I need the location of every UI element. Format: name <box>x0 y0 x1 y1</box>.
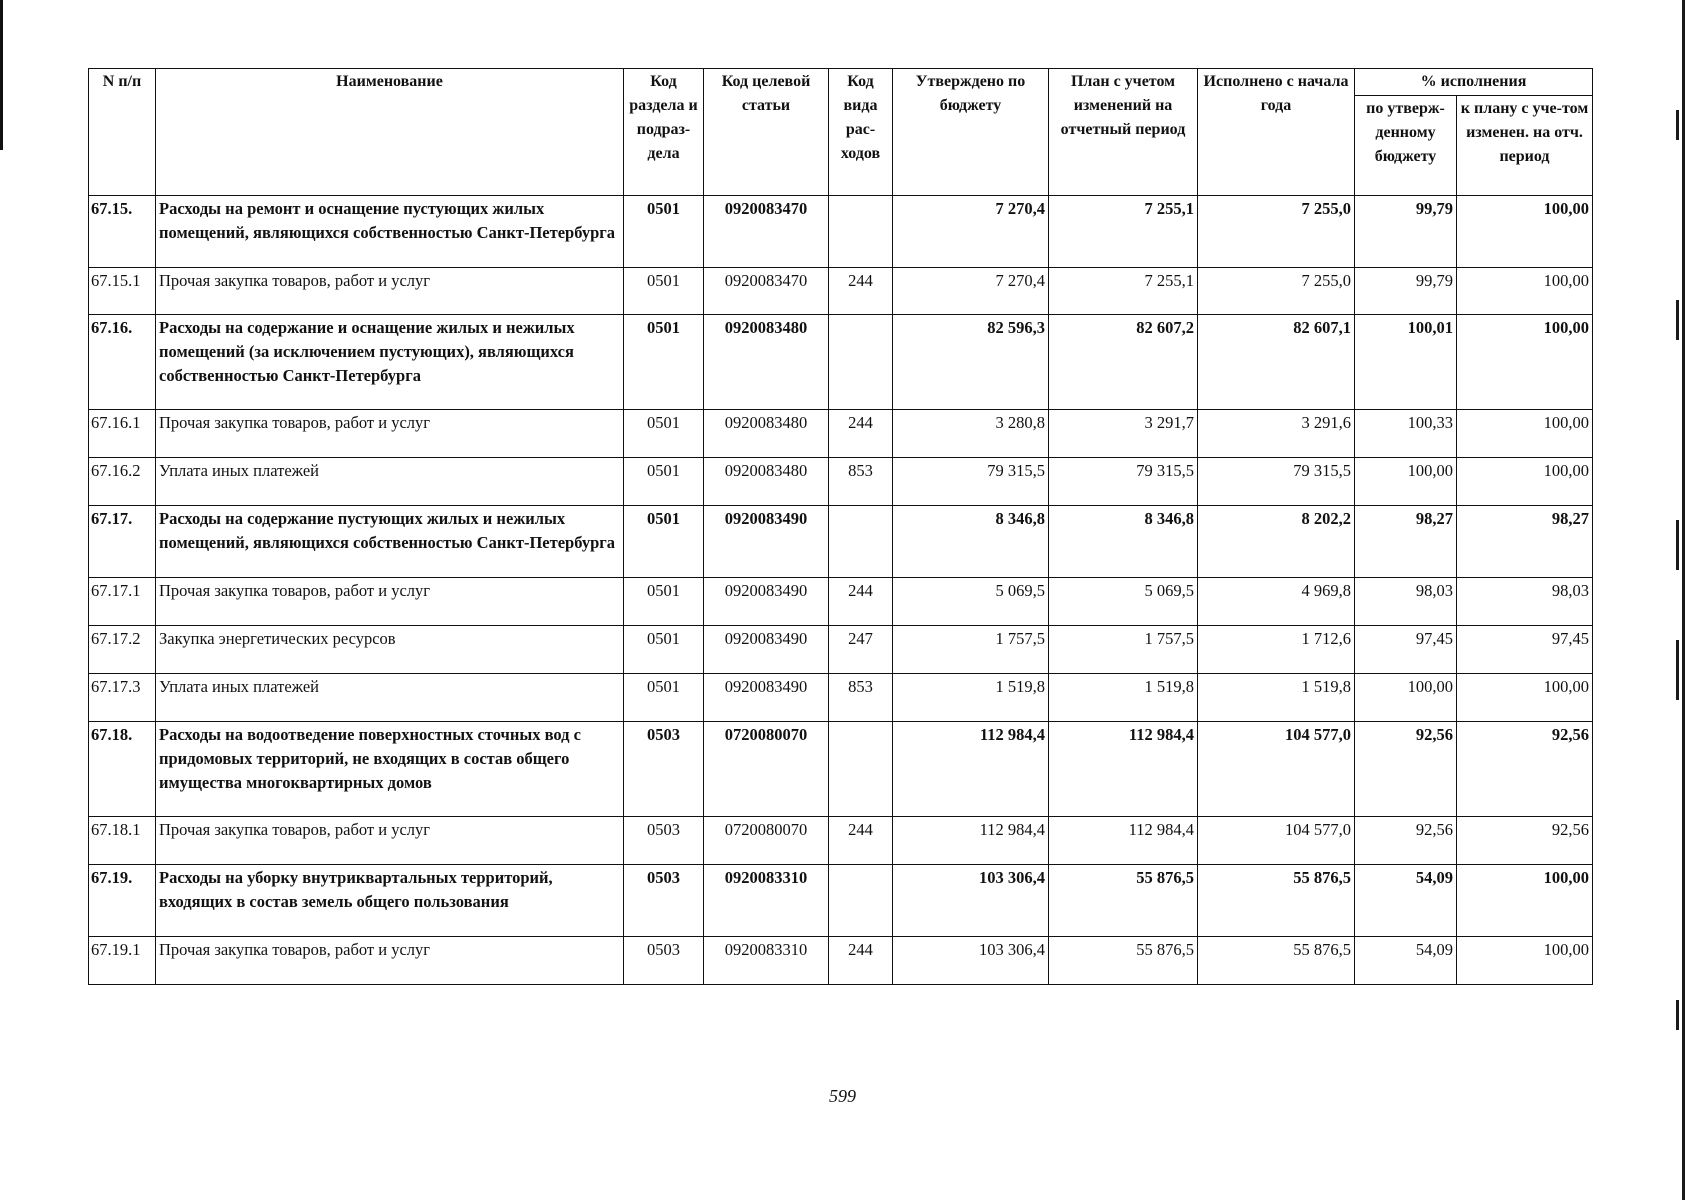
row-approved: 7 270,4 <box>893 196 1049 268</box>
row-approved: 1 757,5 <box>893 626 1049 674</box>
header-pct-plan: к плану с уче-том изменен. на отч. период <box>1457 96 1593 196</box>
row-name: Расходы на содержание пустующих жилых и нежилых помещений, являющихся собственностью Санкт-Петербурга <box>156 506 624 578</box>
table-row <box>89 817 1593 865</box>
row-expense-code: 244 <box>829 268 893 315</box>
row-approved: 112 984,4 <box>893 817 1049 865</box>
row-name: Уплата иных платежей <box>156 458 624 506</box>
row-executed: 4 969,8 <box>1198 578 1355 626</box>
row-plan: 3 291,7 <box>1049 410 1198 458</box>
row-plan: 1 757,5 <box>1049 626 1198 674</box>
row-pct-budget: 98,03 <box>1355 578 1457 626</box>
table-row <box>89 722 1593 817</box>
row-section-code: 0501 <box>624 458 704 506</box>
row-target-code: 0920083490 <box>704 578 829 626</box>
table-row <box>89 674 1593 722</box>
row-pct-plan: 98,03 <box>1457 578 1593 626</box>
row-pct-budget: 100,00 <box>1355 674 1457 722</box>
row-pct-plan: 100,00 <box>1457 674 1593 722</box>
row-pct-plan: 97,45 <box>1457 626 1593 674</box>
row-executed: 3 291,6 <box>1198 410 1355 458</box>
row-expense-code: 853 <box>829 458 893 506</box>
table-row <box>89 626 1593 674</box>
row-plan: 7 255,1 <box>1049 268 1198 315</box>
row-section-code: 0501 <box>624 674 704 722</box>
row-approved: 3 280,8 <box>893 410 1049 458</box>
row-approved: 103 306,4 <box>893 865 1049 937</box>
row-section-code: 0501 <box>624 196 704 268</box>
row-pct-budget: 100,00 <box>1355 458 1457 506</box>
row-pct-plan: 100,00 <box>1457 458 1593 506</box>
scan-mark <box>1676 110 1679 140</box>
row-target-code: 0920083310 <box>704 865 829 937</box>
row-plan: 5 069,5 <box>1049 578 1198 626</box>
row-section-code: 0501 <box>624 626 704 674</box>
row-plan: 1 519,8 <box>1049 674 1198 722</box>
row-executed: 55 876,5 <box>1198 865 1355 937</box>
row-expense-code: 244 <box>829 578 893 626</box>
header-section-code: Код раздела и подраз-дела <box>624 69 704 196</box>
row-plan: 112 984,4 <box>1049 817 1198 865</box>
row-section-code: 0501 <box>624 315 704 410</box>
row-num: 67.16.1 <box>89 410 156 458</box>
row-pct-plan: 98,27 <box>1457 506 1593 578</box>
row-num: 67.15.1 <box>89 268 156 315</box>
row-approved: 5 069,5 <box>893 578 1049 626</box>
row-name: Расходы на уборку внутриквартальных территорий, входящих в состав земель общего пользования <box>156 865 624 937</box>
table-body <box>89 196 1593 985</box>
row-pct-budget: 54,09 <box>1355 937 1457 985</box>
row-num: 67.19.1 <box>89 937 156 985</box>
row-num: 67.16.2 <box>89 458 156 506</box>
row-approved: 8 346,8 <box>893 506 1049 578</box>
row-expense-code <box>829 196 893 268</box>
row-pct-budget: 92,56 <box>1355 817 1457 865</box>
row-target-code: 0920083480 <box>704 410 829 458</box>
row-executed: 79 315,5 <box>1198 458 1355 506</box>
row-expense-code <box>829 315 893 410</box>
row-pct-plan: 100,00 <box>1457 196 1593 268</box>
row-plan: 82 607,2 <box>1049 315 1198 410</box>
row-section-code: 0501 <box>624 410 704 458</box>
row-name: Прочая закупка товаров, работ и услуг <box>156 268 624 315</box>
row-pct-plan: 100,00 <box>1457 937 1593 985</box>
header-pct-budget: по утверж-денному бюджету <box>1355 96 1457 196</box>
row-name: Расходы на содержание и оснащение жилых и нежилых помещений (за исключением пустующих), являющихся собственностью Санкт-Петербурга <box>156 315 624 410</box>
table-row <box>89 865 1593 937</box>
row-section-code: 0501 <box>624 578 704 626</box>
row-num: 67.18. <box>89 722 156 817</box>
row-name: Прочая закупка товаров, работ и услуг <box>156 937 624 985</box>
row-section-code: 0501 <box>624 268 704 315</box>
scan-mark <box>1676 520 1679 570</box>
table-row <box>89 268 1593 315</box>
row-name: Прочая закупка товаров, работ и услуг <box>156 578 624 626</box>
row-pct-plan: 100,00 <box>1457 268 1593 315</box>
row-plan: 55 876,5 <box>1049 937 1198 985</box>
header-approved: Утверждено по бюджету <box>893 69 1049 196</box>
row-name: Закупка энергетических ресурсов <box>156 626 624 674</box>
header-percent-group: % исполнения <box>1355 69 1593 96</box>
row-target-code: 0920083480 <box>704 458 829 506</box>
row-expense-code <box>829 506 893 578</box>
row-target-code: 0920083490 <box>704 626 829 674</box>
row-pct-budget: 54,09 <box>1355 865 1457 937</box>
row-plan: 55 876,5 <box>1049 865 1198 937</box>
row-approved: 103 306,4 <box>893 937 1049 985</box>
budget-execution-table <box>88 68 1593 985</box>
row-executed: 7 255,0 <box>1198 196 1355 268</box>
row-approved: 79 315,5 <box>893 458 1049 506</box>
row-section-code: 0503 <box>624 722 704 817</box>
table-row <box>89 506 1593 578</box>
row-target-code: 0920083490 <box>704 506 829 578</box>
row-executed: 104 577,0 <box>1198 817 1355 865</box>
row-target-code: 0920083470 <box>704 268 829 315</box>
row-plan: 79 315,5 <box>1049 458 1198 506</box>
row-target-code: 0920083310 <box>704 937 829 985</box>
row-num: 67.19. <box>89 865 156 937</box>
row-num: 67.15. <box>89 196 156 268</box>
row-name: Уплата иных платежей <box>156 674 624 722</box>
row-section-code: 0501 <box>624 506 704 578</box>
row-approved: 1 519,8 <box>893 674 1049 722</box>
row-pct-budget: 92,56 <box>1355 722 1457 817</box>
row-section-code: 0503 <box>624 817 704 865</box>
table-row <box>89 458 1593 506</box>
row-expense-code: 244 <box>829 937 893 985</box>
row-num: 67.17.1 <box>89 578 156 626</box>
row-pct-budget: 97,45 <box>1355 626 1457 674</box>
row-pct-budget: 98,27 <box>1355 506 1457 578</box>
row-expense-code: 244 <box>829 817 893 865</box>
row-pct-budget: 99,79 <box>1355 268 1457 315</box>
row-target-code: 0720080070 <box>704 722 829 817</box>
header-name: Наименование <box>156 69 624 196</box>
row-name: Расходы на водоотведение поверхностных сточных вод с придомовых территорий, не входящих в состав общего имущества многоквартирных домов <box>156 722 624 817</box>
row-pct-budget: 100,01 <box>1355 315 1457 410</box>
row-plan: 112 984,4 <box>1049 722 1198 817</box>
row-pct-plan: 92,56 <box>1457 722 1593 817</box>
header-target-code: Код целевой статьи <box>704 69 829 196</box>
row-num: 67.17.2 <box>89 626 156 674</box>
row-approved: 112 984,4 <box>893 722 1049 817</box>
row-target-code: 0920083480 <box>704 315 829 410</box>
row-executed: 82 607,1 <box>1198 315 1355 410</box>
row-target-code: 0720080070 <box>704 817 829 865</box>
row-expense-code: 247 <box>829 626 893 674</box>
row-target-code: 0920083490 <box>704 674 829 722</box>
row-expense-code <box>829 722 893 817</box>
table-row <box>89 196 1593 268</box>
row-executed: 55 876,5 <box>1198 937 1355 985</box>
header-executed: Исполнено с начала года <box>1198 69 1355 196</box>
page-number: 599 <box>829 1086 856 1106</box>
row-executed: 1 712,6 <box>1198 626 1355 674</box>
row-plan: 8 346,8 <box>1049 506 1198 578</box>
scan-mark <box>1676 640 1679 700</box>
table-row <box>89 410 1593 458</box>
row-pct-budget: 99,79 <box>1355 196 1457 268</box>
row-num: 67.16. <box>89 315 156 410</box>
header-plan: План с учетом изменений на отчетный период <box>1049 69 1198 196</box>
scan-edge-left <box>0 0 3 150</box>
row-section-code: 0503 <box>624 937 704 985</box>
row-target-code: 0920083470 <box>704 196 829 268</box>
row-pct-budget: 100,33 <box>1355 410 1457 458</box>
table-row <box>89 315 1593 410</box>
row-name: Расходы на ремонт и оснащение пустующих жилых помещений, являющихся собственностью Санкт-Петербурга <box>156 196 624 268</box>
row-plan: 7 255,1 <box>1049 196 1198 268</box>
table-header <box>89 69 1593 196</box>
row-executed: 8 202,2 <box>1198 506 1355 578</box>
row-pct-plan: 100,00 <box>1457 865 1593 937</box>
row-name: Прочая закупка товаров, работ и услуг <box>156 410 624 458</box>
row-approved: 82 596,3 <box>893 315 1049 410</box>
header-num: N п/п <box>89 69 156 196</box>
row-name: Прочая закупка товаров, работ и услуг <box>156 817 624 865</box>
row-pct-plan: 100,00 <box>1457 315 1593 410</box>
row-expense-code: 244 <box>829 410 893 458</box>
row-executed: 104 577,0 <box>1198 722 1355 817</box>
row-num: 67.18.1 <box>89 817 156 865</box>
table-row <box>89 578 1593 626</box>
scan-mark <box>1676 300 1679 340</box>
row-pct-plan: 92,56 <box>1457 817 1593 865</box>
row-expense-code <box>829 865 893 937</box>
row-executed: 1 519,8 <box>1198 674 1355 722</box>
row-expense-code: 853 <box>829 674 893 722</box>
row-approved: 7 270,4 <box>893 268 1049 315</box>
row-num: 67.17.3 <box>89 674 156 722</box>
row-executed: 7 255,0 <box>1198 268 1355 315</box>
row-section-code: 0503 <box>624 865 704 937</box>
row-pct-plan: 100,00 <box>1457 410 1593 458</box>
table-row <box>89 937 1593 985</box>
header-expense-code: Код вида рас-ходов <box>829 69 893 196</box>
scan-mark <box>1676 1000 1679 1030</box>
row-num: 67.17. <box>89 506 156 578</box>
